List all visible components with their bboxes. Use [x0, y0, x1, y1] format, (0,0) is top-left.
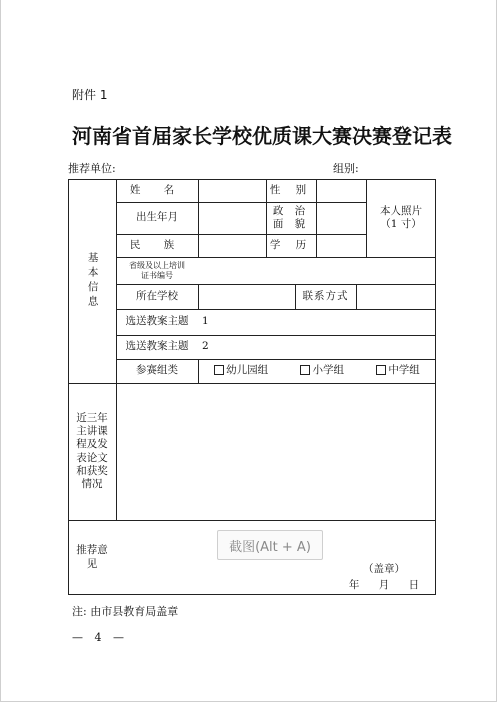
- seal-label: （盖章）: [363, 563, 405, 576]
- group-label: 组别:: [333, 162, 359, 175]
- topic1-number: 1: [202, 315, 209, 328]
- contact-label: 联系方式: [302, 289, 349, 302]
- history-field[interactable]: [116, 383, 436, 520]
- school-field[interactable]: [198, 284, 295, 309]
- name-field[interactable]: [198, 179, 266, 202]
- photo-label: 本人照片: [380, 204, 422, 217]
- certificate-field[interactable]: [198, 257, 436, 284]
- option-kindergarten[interactable]: 幼儿园组: [214, 364, 268, 377]
- history-label: 近三年主讲课程及发表论文和获奖情况: [76, 412, 108, 490]
- political-label: 政 治 面 貌: [272, 204, 310, 230]
- screenshot-hint-button[interactable]: 截图(Alt + A): [217, 530, 323, 560]
- gender-label: 性 别: [269, 183, 313, 196]
- ethnicity-field[interactable]: [198, 234, 266, 257]
- option-primary[interactable]: 小学组: [300, 364, 344, 377]
- birth-label: 出生年月: [136, 211, 178, 224]
- footer-note: 注: 由市县教育局盖章: [72, 605, 179, 618]
- contact-field[interactable]: [356, 284, 436, 309]
- category-label: 参赛组类: [136, 364, 178, 377]
- photo-box[interactable]: [366, 179, 436, 257]
- primary-checkbox[interactable]: [300, 365, 310, 375]
- topic1-label: 选送教案主题: [125, 315, 189, 328]
- name-label: 姓 名: [129, 183, 185, 196]
- date-label: 年 月 日: [348, 579, 428, 592]
- education-field[interactable]: [316, 234, 366, 257]
- topic2-label: 选送教案主题: [125, 340, 189, 353]
- option-middle[interactable]: 中学组: [376, 364, 420, 377]
- school-label: 所在学校: [136, 289, 178, 302]
- topic2-field[interactable]: [198, 335, 436, 359]
- political-field[interactable]: [316, 202, 366, 234]
- attachment-label: 附件 1: [72, 88, 108, 102]
- recommend-label: 推荐意见: [76, 544, 108, 570]
- birth-field[interactable]: [198, 202, 266, 234]
- photo-size: （1 寸）: [380, 218, 422, 230]
- page-title: 河南省首届家长学校优质课大赛决赛登记表: [72, 124, 452, 148]
- education-label: 学 历: [269, 238, 313, 251]
- recommend-unit-label: 推荐单位:: [68, 162, 116, 175]
- middle-checkbox[interactable]: [376, 365, 386, 375]
- topic2-number: 2: [202, 340, 209, 353]
- gender-field[interactable]: [316, 179, 366, 202]
- ethnicity-label: 民 族: [129, 238, 185, 251]
- topic1-field[interactable]: [198, 309, 436, 335]
- kindergarten-checkbox[interactable]: [214, 365, 224, 375]
- category-options: [198, 359, 436, 383]
- basic-info-label: 基本信息: [86, 252, 99, 310]
- page-number: — 4 —: [72, 631, 128, 644]
- certificate-label: 省级及以上培训 证书编号: [129, 260, 185, 280]
- page-border-left: [0, 0, 1, 702]
